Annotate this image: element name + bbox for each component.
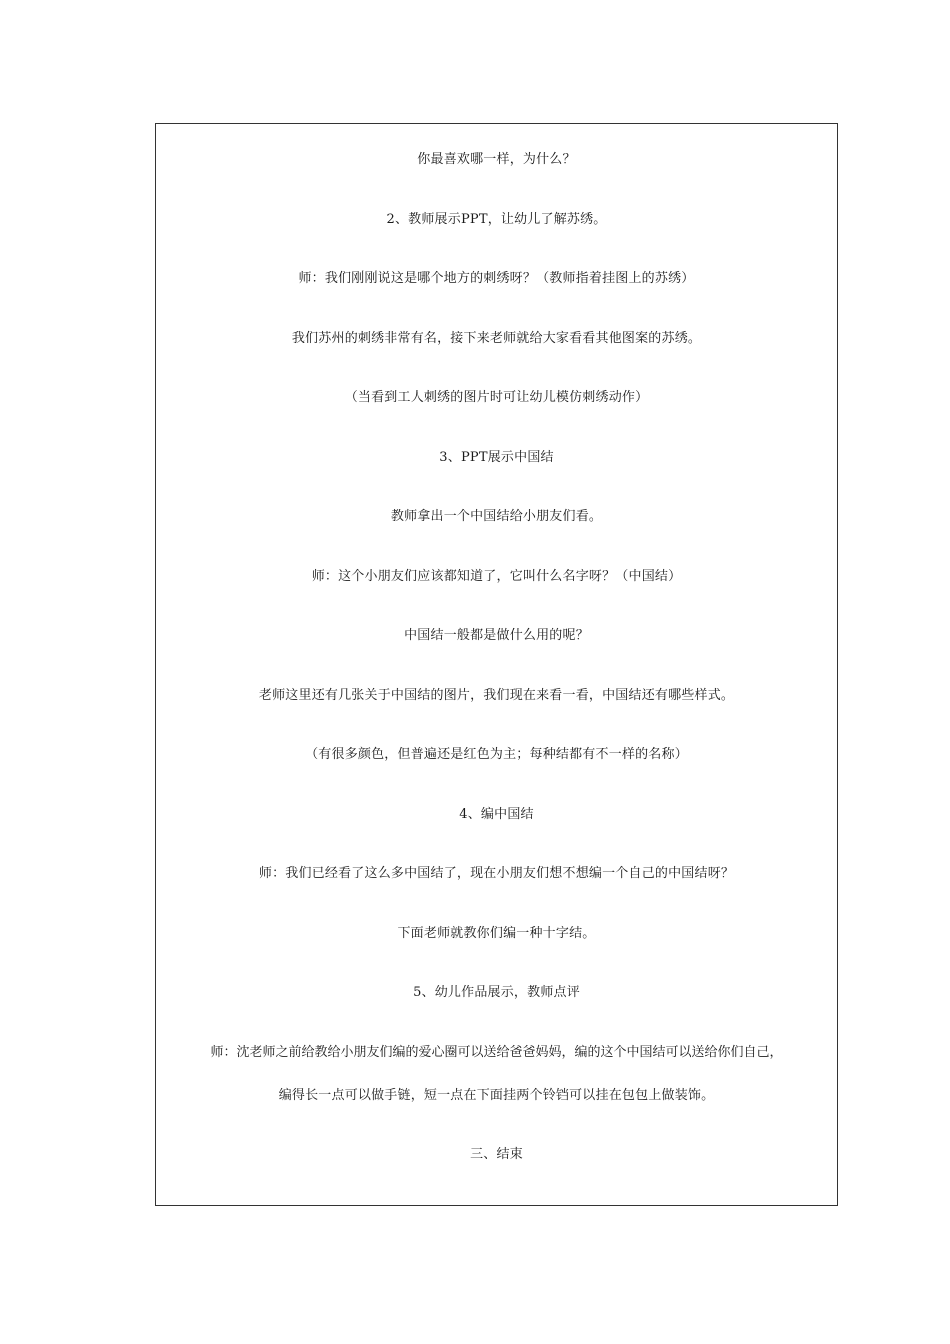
- text-line: 教师拿出一个中国结给小朋友们看。: [390, 509, 603, 524]
- text-line: 下面老师就教你们编一种十字结。: [397, 926, 596, 941]
- text-line: 中国结一般都是做什么用的呢？: [404, 628, 589, 643]
- text-line: （有很多颜色，但普遍还是红色为主；每种结都有不一样的名称）: [305, 747, 688, 762]
- text-line: 2、教师展示PPT，让幼儿了解苏绣。: [386, 212, 607, 227]
- section-heading: 4、编中国结: [459, 807, 534, 822]
- section-heading: 三、结束: [470, 1147, 523, 1162]
- content-box: [155, 123, 838, 1206]
- text-line: 师：我们刚刚说这是哪个地方的刺绣呀？（教师指着挂图上的苏绣）: [298, 271, 695, 286]
- text-line: 师：沈老师之前给教给小朋友们编的爱心圈可以送给爸爸妈妈，编的这个中国结可以送给你们自己，: [210, 1045, 783, 1060]
- text-line: 你最喜欢哪一样，为什么？: [417, 152, 576, 167]
- section-heading: 5、幼儿作品展示，教师点评: [413, 985, 580, 1000]
- text-line: 师：这个小朋友们应该都知道了，它叫什么名字呀？（中国结）: [311, 569, 682, 584]
- text-line: 师：我们已经看了这么多中国结了，现在小朋友们想不想编一个自己的中国结呀？: [258, 866, 735, 881]
- section-heading: 3、PPT展示中国结: [439, 450, 554, 465]
- text-line: 老师这里还有几张关于中国结的图片，我们现在来看一看，中国结还有哪些样式。: [258, 688, 735, 703]
- text-line: （当看到工人刺绣的图片时可让幼儿模仿刺绣动作）: [344, 390, 649, 405]
- text-line: 我们苏州的刺绣非常有名，接下来老师就给大家看看其他图案的苏绣。: [291, 331, 702, 346]
- text-line: 编得长一点可以做手链，短一点在下面挂两个铃铛可以挂在包包上做装饰。: [278, 1088, 715, 1103]
